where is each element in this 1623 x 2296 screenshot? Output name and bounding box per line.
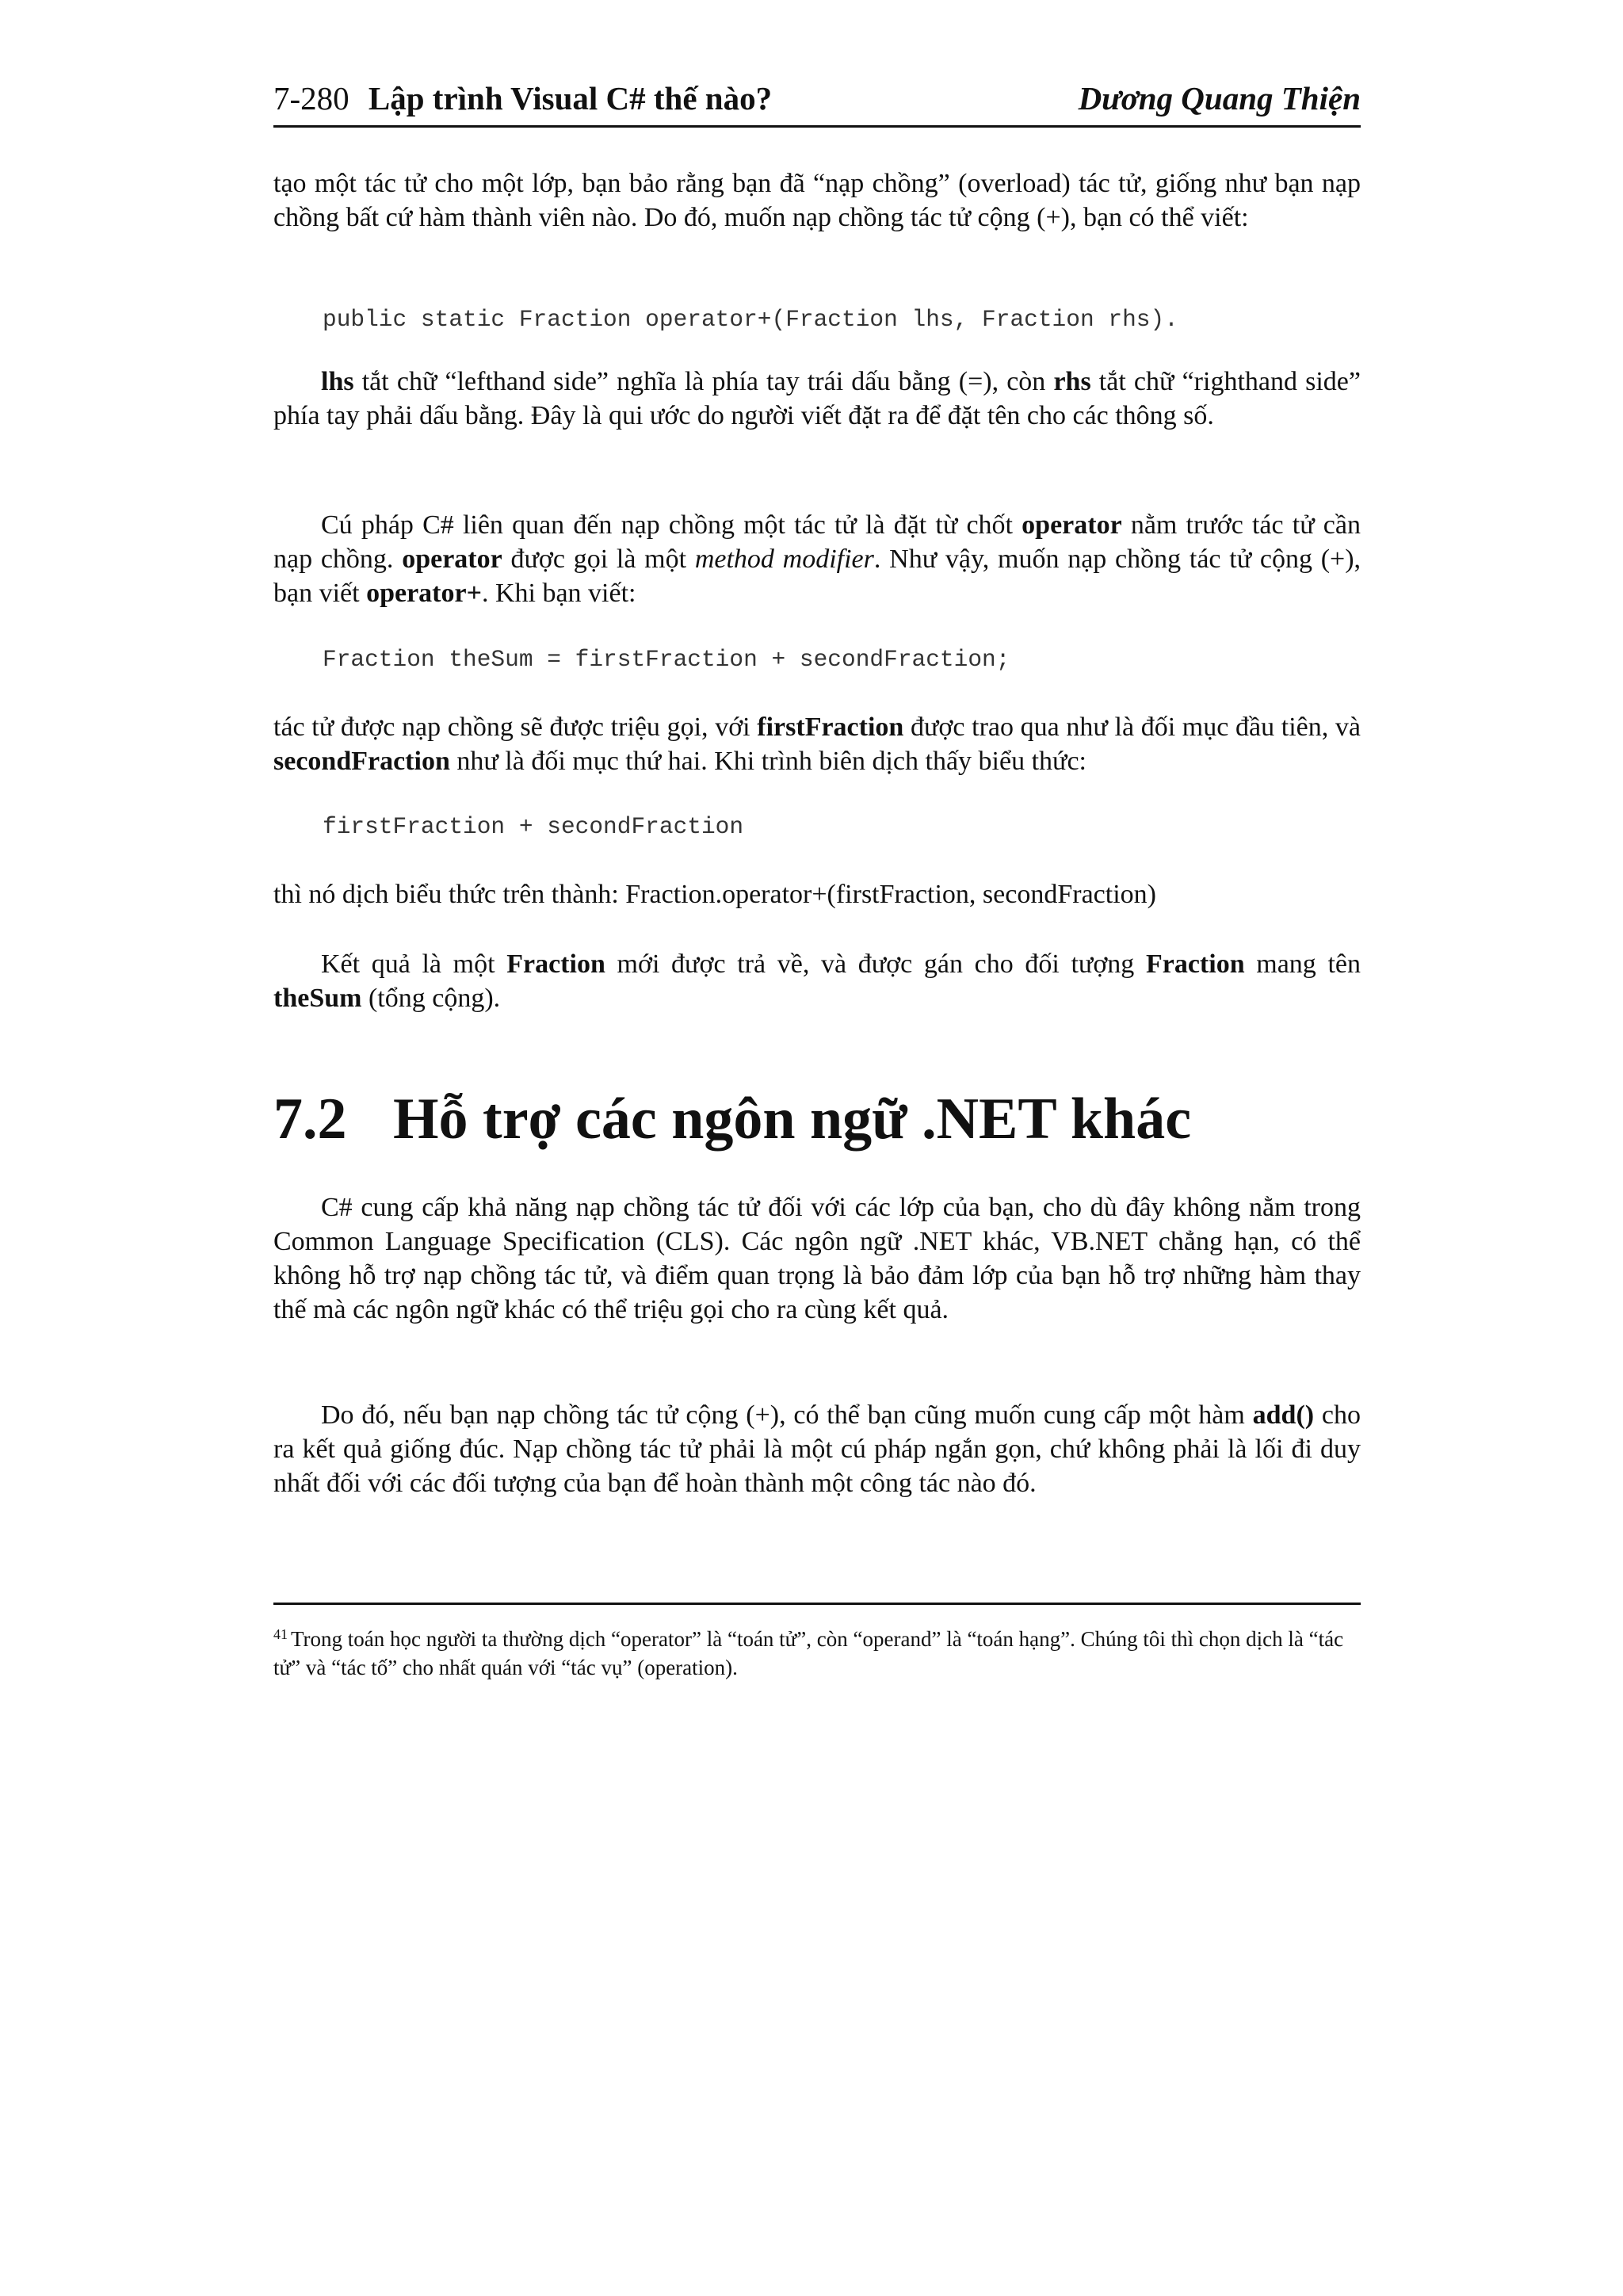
paragraph-cls: C# cung cấp khả năng nạp chồng tác tử đối với các lớp của bạn, cho dù đây không nằm trong Common Language Specification (CLS). Các ngôn ngữ .NET khác, VB.NET chẳng hạn, có thể không hỗ trợ nạp chồng tác tử, và điểm quan trọng là bảo đảm lớp của bạn hỗ trợ những hàm thay thế mà các ngôn ngữ khác có thể triệu gọi cho ra cùng kết quả. — [273, 1193, 1361, 1324]
page-number: 7-280 — [273, 80, 349, 117]
book-title: Lập trình Visual C# thế nào? — [368, 80, 773, 117]
term-lhs: lhs — [321, 367, 354, 396]
paragraph-invocation: tác tử được nạp chồng sẽ được triệu gọi, với firstFraction được trao qua như là đối mục đầu tiên, và secondFraction như là đối mục thứ hai. Khi trình biên dịch thấy biểu thức: — [273, 712, 1361, 776]
paragraph-add-method: Do đó, nếu bạn nạp chồng tác tử cộng (+), có thể bạn cũng muốn cung cấp một hàm add() cho ra kết quả giống đúc. Nạp chồng tác tử phải là một cú pháp ngắn gọn, chứ không phải là lối đi duy nhất đối với các đối tượng của bạn để hoàn thành một công tác nào đó. — [273, 1400, 1361, 1498]
footnote-marker: 41 — [273, 1626, 288, 1642]
section-heading — [273, 1086, 1191, 1153]
footnote-divider — [273, 1603, 1361, 1605]
paragraph-overload-intro: tạo một tác tử cho một lớp, bạn bảo rằng bạn đã “nạp chồng” (overload) tác tử, giống như bạn nạp chồng bất cứ hàm thành viên nào. Do đó, muốn nạp chồng tác tử cộng (+), bạn có thể viết: — [273, 169, 1361, 232]
paragraph-operator-syntax: Cú pháp C# liên quan đến nạp chồng một tác tử là đặt từ chốt operator nằm trước tác tử cần nạp chồng. operator được gọi là một method modifier. Như vậy, muốn nạp chồng tác tử cộng (+), bạn viết operator+. Khi bạn viết: — [273, 510, 1361, 608]
running-header — [273, 73, 1361, 128]
footnote-text: Trong toán học người ta thường dịch “operator” là “toán tử”, còn “operand” là “toán hạng”. Chúng tôi thì chọn dịch là “tác tử” và “tác tố” cho nhất quán với “tác vụ” (operation). — [273, 1627, 1344, 1679]
code-thesum: Fraction theSum = firstFraction + secondFraction; — [323, 646, 1010, 673]
code-operator-declaration: public static Fraction operator+(Fraction lhs, Fraction rhs). — [323, 306, 1178, 333]
paragraph-translation: thì nó dịch biểu thức trên thành: Fraction.operator+(firstFraction, secondFraction) — [273, 880, 1156, 909]
section-title: Hỗ trợ các ngôn ngữ .NET khác — [393, 1087, 1192, 1152]
term-add: add() — [1252, 1400, 1315, 1430]
code-expression: firstFraction + secondFraction — [323, 813, 744, 840]
paragraph-result: Kết quả là một Fraction mới được trả về, và được gán cho đối tượng Fraction mang tên theSum (tổng cộng). — [273, 949, 1361, 1013]
term-rhs: rhs — [1053, 367, 1091, 396]
footnote — [273, 1620, 1361, 1682]
header-left — [273, 79, 772, 117]
section-number: 7.2 — [273, 1087, 347, 1152]
author-name: Dương Quang Thiện — [1078, 80, 1361, 117]
paragraph-lhs-rhs: lhs tắt chữ “lefthand side” nghĩa là phía tay trái dấu bằng (=), còn rhs tắt chữ “righthand side” phía tay phải dấu bằng. Đây là qui ước do người viết đặt ra để đặt tên cho các thông số. — [273, 367, 1361, 430]
